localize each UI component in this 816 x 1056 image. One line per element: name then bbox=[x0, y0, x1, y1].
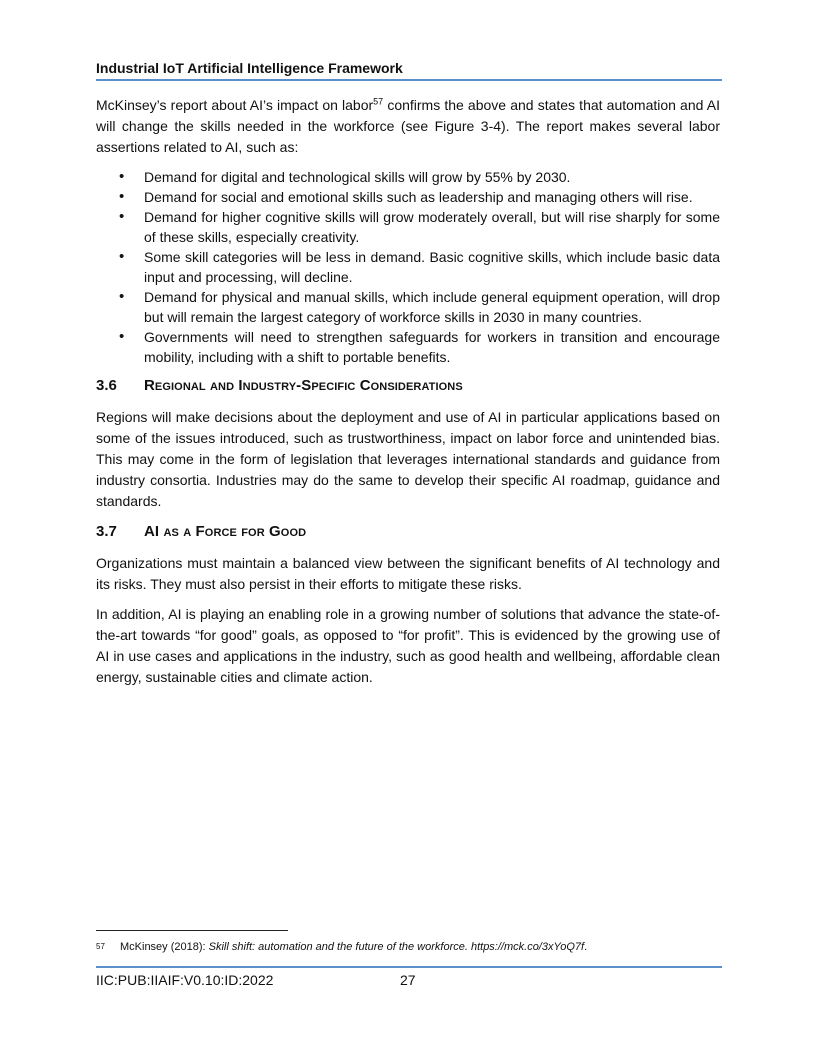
section-title: AI as a Force for Good bbox=[144, 523, 307, 540]
list-item: • Demand for social and emotional skills such as leadership and managing others will rise. bbox=[144, 187, 720, 207]
skills-bullet-list bbox=[96, 167, 720, 367]
footnote-title[interactable]: Skill shift: automation and the future of the workforce. https://mck.co/3xYoQ7f bbox=[208, 941, 585, 953]
section-heading-3-7 bbox=[96, 521, 720, 543]
section-title: Regional and Industry-Specific Considerations bbox=[144, 377, 463, 394]
footer-doc-id: IIC:PUB:IIAIF:V0.10:ID:2022 bbox=[96, 972, 274, 988]
section-3-6-paragraph: Regions will make decisions about the deployment and use of AI in particular applications based on some of the issues introduced, such as trustworthiness, impact on labor force and unintended bias. This may come in the form of legislation that leverages international standards and guidance from industry consortia. Industries may do the same to develop their specific AI roadmap, guidance and standards. bbox=[96, 409, 720, 509]
page-number: 27 bbox=[400, 972, 416, 988]
footnote-text bbox=[120, 940, 587, 954]
header-rule bbox=[96, 79, 722, 81]
list-item: • Some skill categories will be less in demand. Basic cognitive skills, which include basic data input and processing, will decline. bbox=[144, 247, 720, 287]
section-number: 3.6 bbox=[96, 377, 117, 394]
footnote-end: . bbox=[584, 941, 588, 953]
list-item: • Demand for higher cognitive skills will grow moderately overall, but will rise sharply for some of these skills, especially creativity. bbox=[144, 207, 720, 247]
section-heading-3-6 bbox=[96, 375, 720, 397]
intro-text-continued: confirms the above and states that automation and AI will change the skills needed in the workforce (see Figure 3-4). The report makes several labor assertions related to AI, such as: bbox=[96, 97, 720, 155]
footnote-source: McKinsey (2018): bbox=[120, 941, 209, 953]
list-item: • Demand for physical and manual skills, which include general equipment operation, will drop but will remain the largest category of workforce skills in 2030 in many countries. bbox=[144, 287, 720, 327]
footer-rule bbox=[96, 966, 722, 968]
footnote-number: 57 bbox=[96, 942, 105, 951]
running-header-title: Industrial IoT Artificial Intelligence Framework bbox=[96, 60, 403, 76]
intro-text: McKinsey’s report about AI’s impact on labor bbox=[96, 97, 374, 113]
section-number: 3.7 bbox=[96, 523, 117, 540]
footnote bbox=[96, 940, 722, 954]
section-3-7-paragraph-1: Organizations must maintain a balanced view between the significant benefits of AI technology and its risks. They must also persist in their efforts to mitigate these risks. bbox=[96, 555, 720, 592]
intro-paragraph bbox=[96, 95, 720, 158]
footnote-ref[interactable]: 57 bbox=[373, 96, 384, 107]
page-body bbox=[96, 95, 720, 697]
list-item: • Demand for digital and technological skills will grow by 55% by 2030. bbox=[144, 167, 720, 187]
footnote-rule bbox=[96, 930, 288, 931]
section-3-7-paragraph-2: In addition, AI is playing an enabling role in a growing number of solutions that advance the state-of-the-art towards “for good” goals, as opposed to “for profit”. This is evidenced by the growing use of AI in use cases and applications in the industry, such as good health and wellbeing, affordable clean energy, sustainable cities and climate action. bbox=[96, 606, 720, 685]
list-item: • Governments will need to strengthen safeguards for workers in transition and encourage mobility, including with a shift to portable benefits. bbox=[144, 327, 720, 367]
